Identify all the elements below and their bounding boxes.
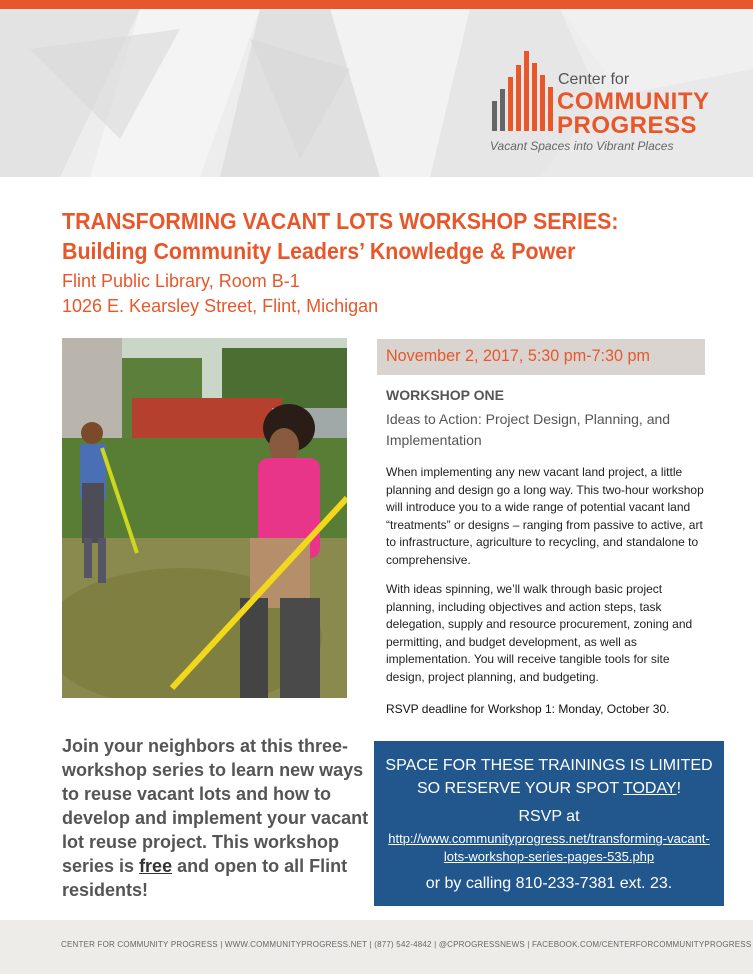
page-title-line2: Building Community Leaders’ Knowledge & Power <box>62 238 576 264</box>
volunteers-photo <box>62 338 347 698</box>
page-title-line1: TRANSFORMING VACANT LOTS WORKSHOP SERIES: <box>62 208 619 234</box>
rsvp-phone-line: or by calling 810-233-7381 ext. 23. <box>425 875 673 892</box>
rsvp-url-line2[interactable] <box>374 849 724 864</box>
header-banner <box>0 9 753 177</box>
workshop-description-1: When implementing any new vacant land project, a little planning and design go a long way. This two-hour workshop will introduce you to a wide range of potential vacant land “treatments” or designs – ranging from passive to active, art to infrastructure, agriculture to recycling, and standalone to comprehensive. <box>386 465 704 567</box>
location-address: 1026 E. Kearsley Street, Flint, Michigan <box>62 296 379 316</box>
rsvp-link-part2[interactable]: lots-workshop-series-pages-535.php <box>443 849 655 864</box>
organization-logo <box>490 51 730 151</box>
logo-line-community: COMMUNITY <box>557 88 710 115</box>
rsvp-limited-line: SPACE FOR THESE TRAININGS IS LIMITED <box>385 757 713 774</box>
rsvp-reserve-text: SO RESERVE YOUR SPOT <box>416 780 623 797</box>
logo-tagline: Vacant Spaces into Vibrant Places <box>490 139 674 153</box>
event-date-time: November 2, 2017, 5:30 pm-7:30 pm <box>386 346 650 365</box>
free-emphasis: free <box>139 856 173 876</box>
workshop-description-2: With ideas spinning, we’ll walk through basic project planning, including objectives and action steps, task delegation, supply and resource procurement, zoning and permitting, and budget development, as well as implementation. You will receive tangible tools for site design, project planning, and budgeting. <box>386 582 693 684</box>
top-accent-bar <box>0 0 753 9</box>
join-text-start: Join your neighbors at this three-workshop series to learn new ways to reuse vacant lots and how to develop and implement your vacant lot reuse project. This workshop series is <box>62 736 369 876</box>
footer-bar <box>0 920 753 974</box>
logo-line-progress: PROGRESS <box>557 112 698 139</box>
event-date-box <box>377 339 705 375</box>
rsvp-deadline: RSVP deadline for Workshop 1: Monday, October 30. <box>386 702 670 716</box>
join-text-end: and open to all Flint residents! <box>62 856 348 900</box>
rsvp-reserve-line <box>374 780 724 798</box>
footer-contact-info: CENTER FOR COMMUNITY PROGRESS | WWW.COMMUNITYPROGRESS.NET | (877) 542-4842 | @CPROGRESSNEWS | FACEBOOK.COM/CENTERFORCOMMUNITYPROGRESS <box>61 940 752 949</box>
rsvp-exclamation: ! <box>676 780 682 797</box>
rsvp-today-emphasis: TODAY <box>622 780 677 797</box>
workshop-subtitle: Ideas to Action: Project Design, Planning, and Implementation <box>386 411 671 448</box>
workshop-label: WORKSHOP ONE <box>386 387 504 403</box>
join-invitation <box>62 734 372 902</box>
rsvp-at-label: RSVP at <box>518 808 580 825</box>
rsvp-url-line1[interactable] <box>374 831 724 846</box>
rsvp-callout-box <box>374 741 724 906</box>
rsvp-link-part1[interactable]: http://www.communityprogress.net/transforming-vacant- <box>388 831 710 846</box>
logo-line-center-for: Center for <box>558 71 630 88</box>
location-venue: Flint Public Library, Room B-1 <box>62 271 300 291</box>
logo-bars-icon <box>490 51 554 141</box>
